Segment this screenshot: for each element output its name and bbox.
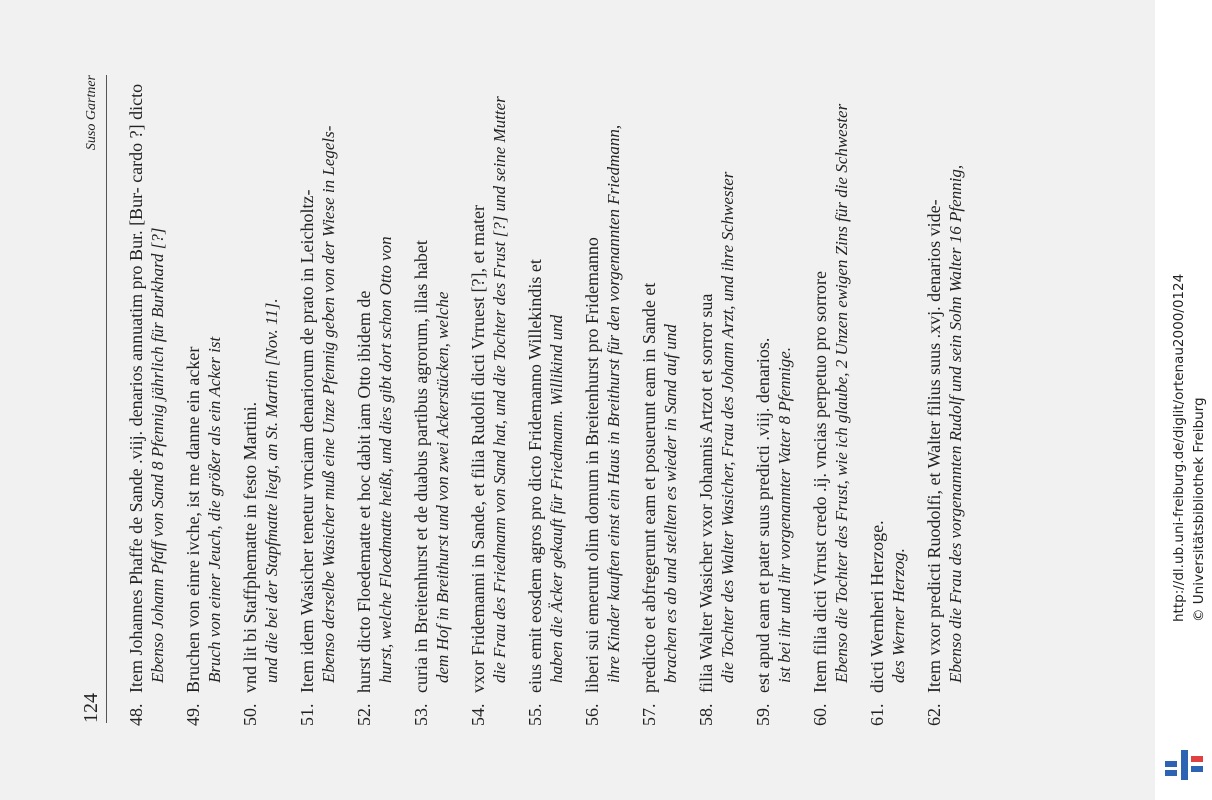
copyright-notice: © Universitätsbibliothek Freiburg bbox=[1191, 397, 1207, 622]
latin-text: Bruchen von einre ivche, ist me danne ein acker bbox=[183, 346, 203, 693]
entry-number: 48. bbox=[126, 703, 146, 726]
entry-53 bbox=[411, 66, 453, 726]
entry-body bbox=[411, 66, 453, 693]
entry-62 bbox=[924, 66, 966, 726]
ub-freiburg-logo-icon bbox=[1163, 748, 1205, 788]
entry-body bbox=[297, 66, 339, 693]
running-author: Suso Gartner bbox=[84, 75, 99, 151]
sidebar bbox=[1155, 0, 1212, 800]
entry-number: 58. bbox=[696, 703, 716, 726]
entry-49 bbox=[183, 66, 225, 726]
entry-body bbox=[867, 66, 909, 693]
entry-number: 50. bbox=[240, 703, 260, 726]
german-translation: Ebenso Johann Pfaff von Sand 8 Pfennig jährlich für Burkhard [?] bbox=[148, 227, 167, 683]
latin-text: eius emit eosdem agros pro dicto Fridemanno Willekindis et bbox=[525, 259, 545, 693]
entry-number: 57. bbox=[639, 703, 659, 726]
latin-text: liberi sui emerunt olim domum in Breitenhurst pro Fridemanno bbox=[582, 237, 602, 693]
page-header bbox=[80, 75, 107, 723]
latin-text: est apud eam et pater suus predicti .viij. denarios. bbox=[753, 337, 773, 693]
german-translation: ist bei ihr und ihr vorgenannter Vater 8 Pfennige. bbox=[775, 346, 794, 683]
entry-number: 62. bbox=[924, 703, 944, 726]
latin-text: vnd lit bi Staffphematte in festo Martini. bbox=[240, 401, 260, 693]
page-number: 124 bbox=[80, 693, 102, 723]
entry-number: 56. bbox=[582, 703, 602, 726]
entry-61 bbox=[867, 66, 909, 726]
entry-57 bbox=[639, 66, 681, 726]
latin-text: hurst dicto Floedematte et hoc dabit iam Otto ibidem de bbox=[354, 290, 374, 693]
latin-text: predicto et abfregerunt eam et posuerunt eam in Sande et bbox=[639, 282, 659, 693]
entry-body bbox=[525, 66, 567, 693]
latin-text: filia Walter Wasicher vxor Johannis Artzot et sorror sua bbox=[696, 293, 716, 693]
entry-body bbox=[810, 66, 852, 693]
german-translation: brachen es ab und stellten es wieder in Sand auf und bbox=[661, 324, 680, 683]
entry-body bbox=[639, 66, 681, 693]
german-translation: hurst, welche Floedmatte heißt, und dies gibt dort schon Otto von bbox=[376, 236, 395, 683]
entry-59 bbox=[753, 66, 795, 726]
entry-number: 52. bbox=[354, 703, 374, 726]
german-translation: ihre Kinder kauften einst ein Haus in Breithurst für den vorgenannten Friedmann, bbox=[604, 124, 623, 683]
entry-body bbox=[924, 66, 966, 693]
german-translation: dem Hof in Breithurst und von zwei Ackerstücken, welche bbox=[433, 291, 452, 683]
entry-number: 55. bbox=[525, 703, 545, 726]
entry-body bbox=[468, 66, 510, 693]
entry-body bbox=[183, 66, 225, 693]
german-translation: des Werner Herzog. bbox=[889, 548, 908, 683]
latin-text: Item idem Wasicher tenetur vnciam denariorum de prato in Leicholtz- bbox=[297, 189, 317, 693]
entry-48 bbox=[126, 66, 168, 726]
latin-text: vxor Fridemanni in Sande, et filia Rudolfi dicti Vrruest [?], et mater bbox=[468, 205, 488, 693]
entry-51 bbox=[297, 66, 339, 726]
german-translation: Ebenso die Tochter des Frust, wie ich glaube, 2 Unzen ewigen Zins für die Schwester bbox=[832, 103, 851, 683]
entry-body bbox=[126, 66, 168, 693]
entry-body bbox=[582, 66, 624, 693]
latin-text: Item filia dicti Vrrust credo .ij. vncias perpetuo pro sorrore bbox=[810, 271, 830, 693]
german-translation: Ebenso die Frau des vorgenannten Rudolf und sein Sohn Walter 16 Pfennig, bbox=[946, 164, 965, 683]
latin-text: Item Johannes Phaffe de Sande .viij. denarios annuatim pro Bur. [Bur- cardo ?] dicto bbox=[126, 83, 146, 693]
latin-text: dicti Wernheri Herzoge. bbox=[867, 520, 887, 693]
entry-55 bbox=[525, 66, 567, 726]
german-translation: die Tochter des Walter Wasicher, Frau des Johann Arzt, und ihre Schwester bbox=[718, 171, 737, 683]
entry-50 bbox=[240, 66, 282, 726]
entry-body bbox=[753, 66, 795, 693]
entry-number: 59. bbox=[753, 703, 773, 726]
german-translation: haben die Äcker gekauft für Friedmann. Willikind und bbox=[547, 314, 566, 683]
entry-52 bbox=[354, 66, 396, 726]
entry-body bbox=[696, 66, 738, 693]
entry-number: 60. bbox=[810, 703, 830, 726]
entry-body bbox=[354, 66, 396, 693]
german-translation: und die bei der Stapfmatte liegt, an St. Martin [Nov. 11]. bbox=[262, 298, 281, 683]
source-url[interactable]: http://dl.ub.uni-freiburg.de/diglit/ortenau2000/0124 bbox=[1171, 273, 1187, 622]
entry-56 bbox=[582, 66, 624, 726]
entry-54 bbox=[468, 66, 510, 726]
latin-text: Item vxor predicti Ruodolfi, et Walter filius suus .xvj. denarios vide- bbox=[924, 199, 944, 693]
german-translation: Bruch von einer Jeuch, die größer als ein Acker ist bbox=[205, 336, 224, 683]
entry-number: 49. bbox=[183, 703, 203, 726]
entry-number: 51. bbox=[297, 703, 317, 726]
entry-number: 54. bbox=[468, 703, 488, 726]
entry-60 bbox=[810, 66, 852, 726]
german-translation: Ebenso derselbe Wasicher muß eine Unze Pfennig geben von der Wiese in Legels- bbox=[319, 125, 338, 683]
entry-number: 53. bbox=[411, 703, 431, 726]
entry-number: 61. bbox=[867, 703, 887, 726]
entry-body bbox=[240, 66, 282, 693]
entry-list bbox=[126, 66, 981, 726]
entry-58 bbox=[696, 66, 738, 726]
german-translation: die Frau des Friedmann von Sand hat, und die Tochter des Frust [?] und seine Mutter bbox=[490, 96, 509, 683]
sidebar-text bbox=[1155, 0, 1212, 800]
latin-text: curia in Breitenhurst et de duabus partibus agrorum, illas habet bbox=[411, 240, 431, 693]
